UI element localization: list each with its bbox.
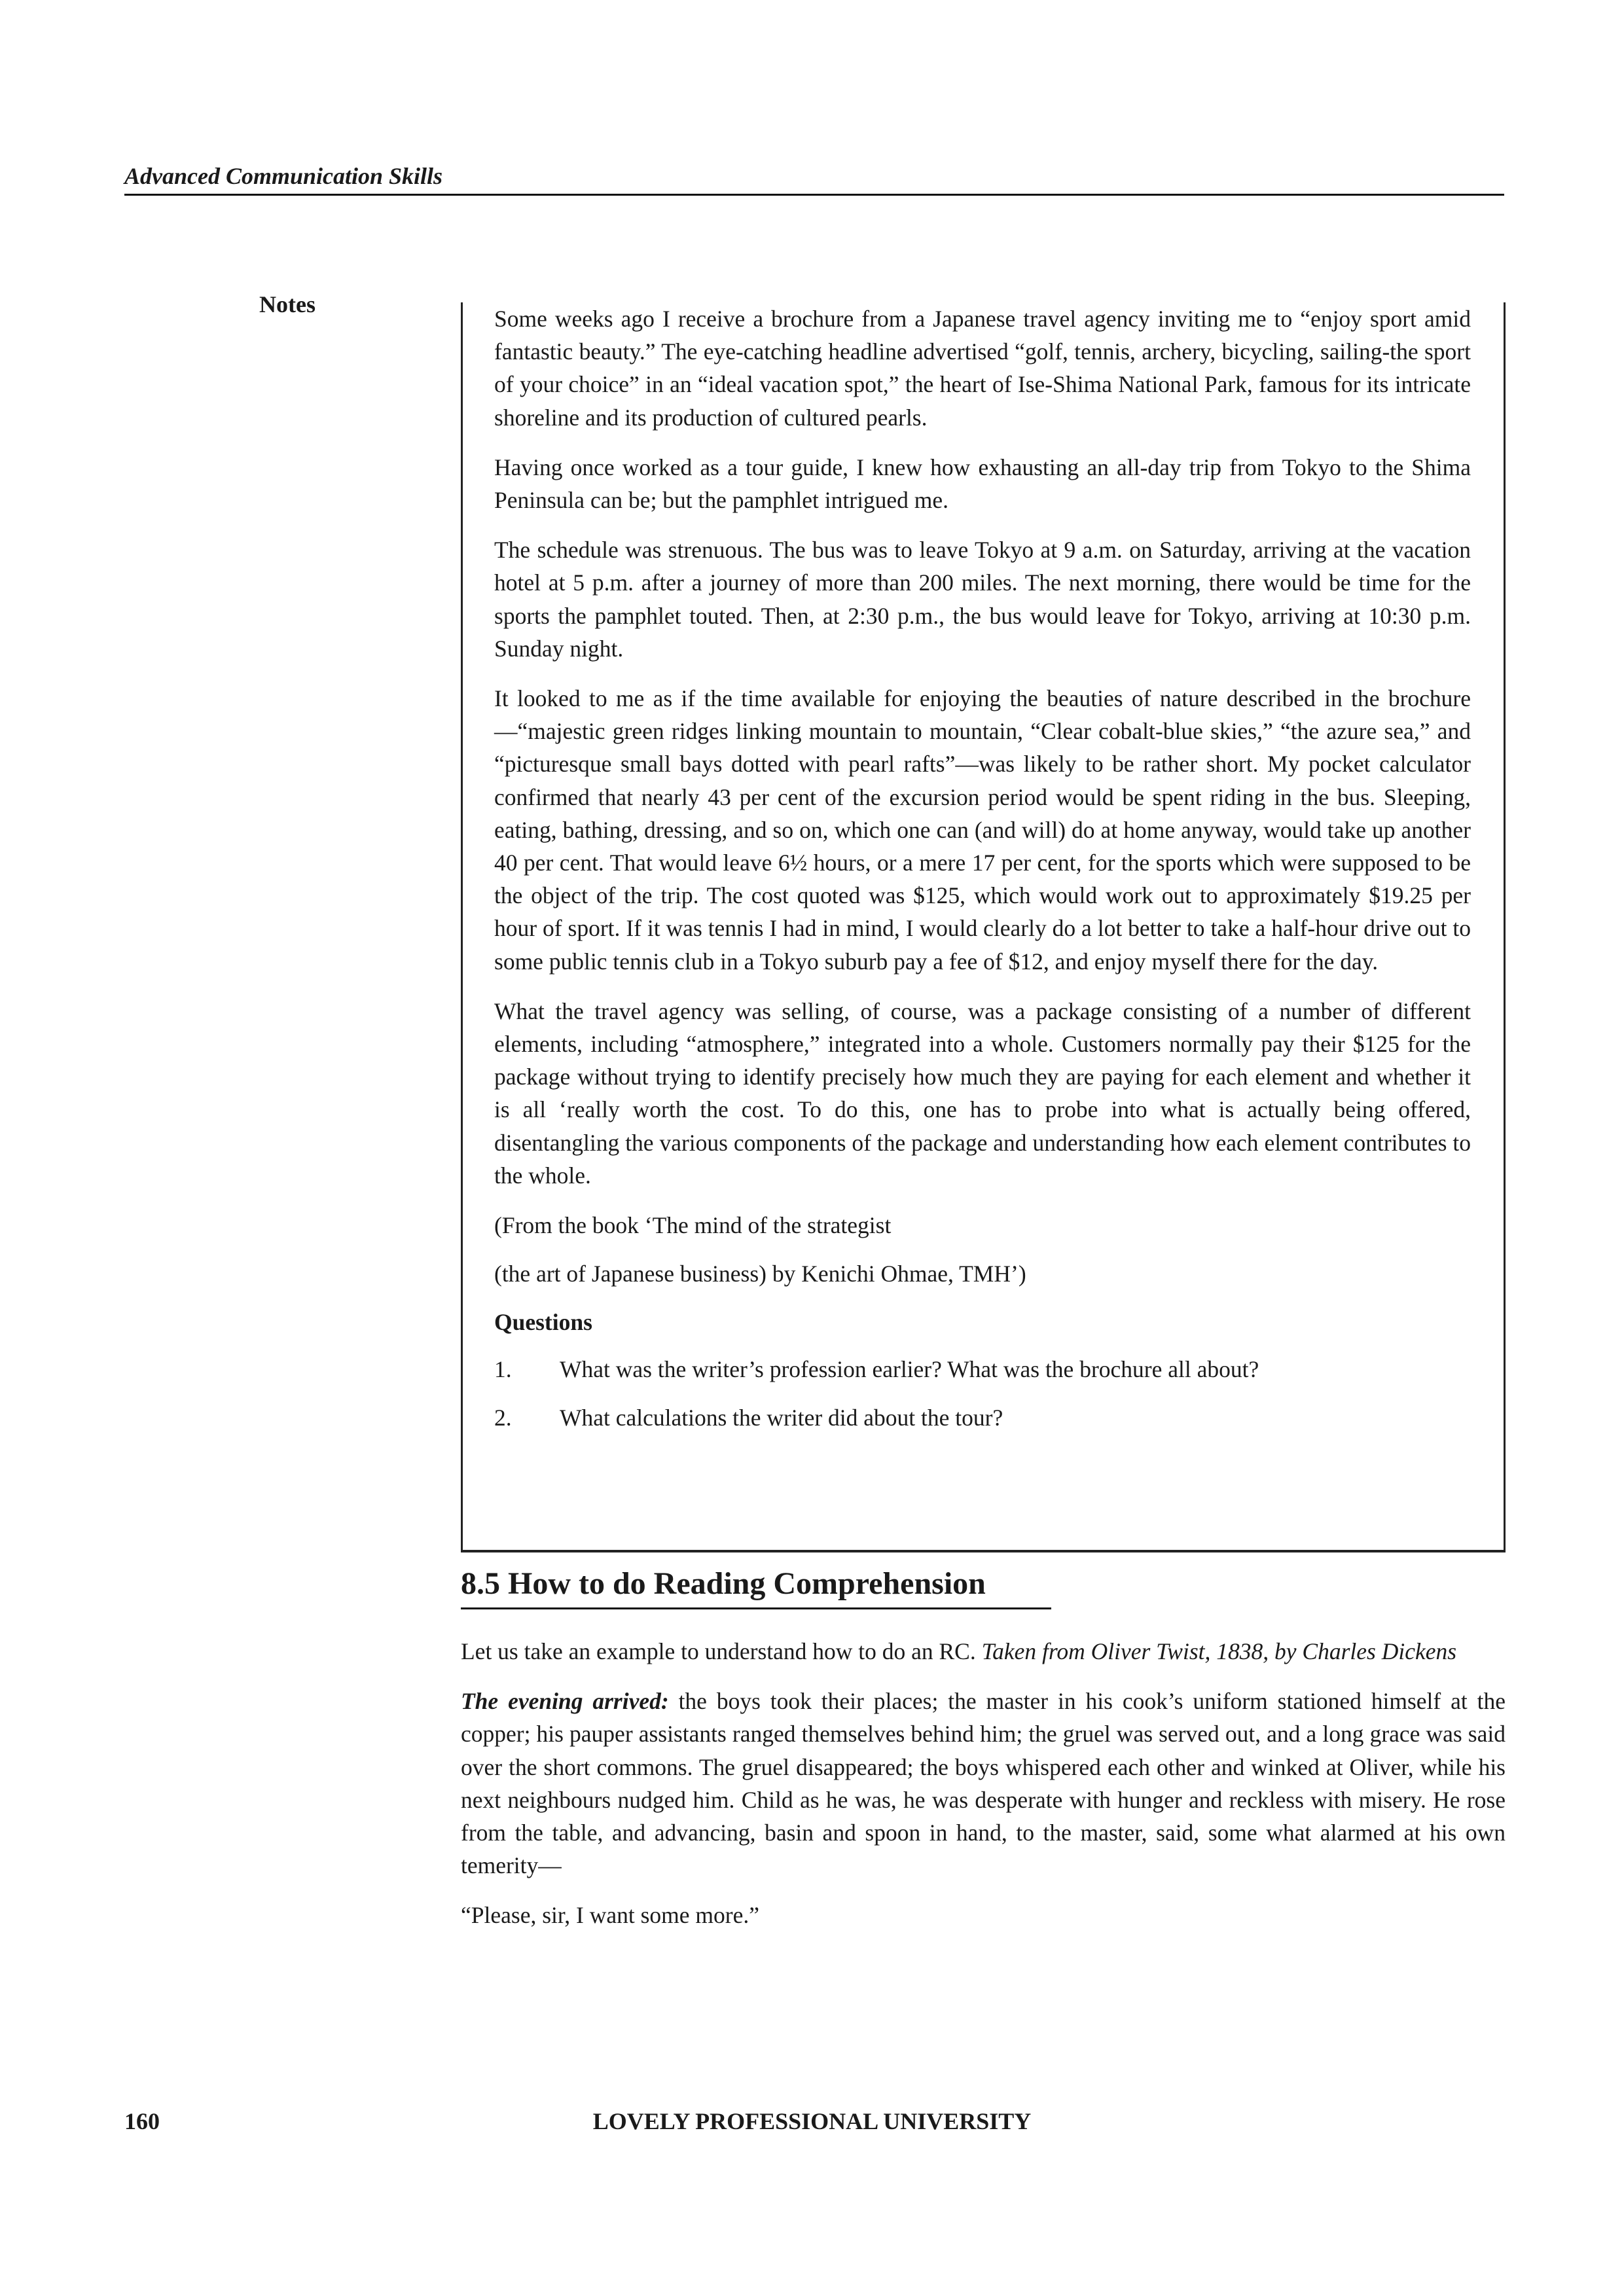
question-item [494, 1353, 1471, 1386]
question-text: What was the writer’s profession earlier? What was the brochure all about? [560, 1356, 1259, 1383]
question-text: What calculations the writer did about the tour? [560, 1405, 1003, 1431]
excerpt-paragraph: What the travel agency was selling, of course, was a package consisting of a number of different elements, including “atmosphere,” integrated into a whole. Customers normally pay their $125 for the package without trying to identify precisely how much they are paying for each element and whether it is all ‘really worth the cost. To do this, one has to probe into what is actually being offered, disentangling the various components of the package and understanding how each element contributes to the whole. [494, 997, 1471, 1189]
page-number: 160 [124, 2108, 160, 2134]
section-heading: 8.5 How to do Reading Comprehension [461, 1566, 986, 1601]
running-header-title: Advanced Communication Skills [124, 163, 443, 189]
passage-lead: The evening arrived: [461, 1688, 669, 1715]
footer-university: LOVELY PROFESSIONAL UNIVERSITY [592, 2108, 1032, 2134]
section-heading-underline [461, 1607, 1051, 1609]
intro-text: Let us take an example to understand how to do an RC. [461, 1638, 982, 1664]
intro-source: Taken from Oliver Twist, 1838, by Charles Dickens [981, 1638, 1457, 1664]
passage-text: the boys took their places; the master in his cook’s uniform stationed himself at the copper; his pauper assistants ranged themselves behind him; the gruel was served out, and a long grace was said over the short commons. The gruel disappeared; the boys whispered each other and winked at Oliver, while his next neighbours nudged him. Child as he was, he was desperate with hunger and reckless with misery. He rose from the table, and advancing, basin and spoon in hand, to the master, said, some what alarmed at his own temerity— [461, 1688, 1506, 1879]
source-citation-line: (the art of Japanese business) by Kenichi Ohmae, TMH’) [494, 1261, 1026, 1287]
header-rule [124, 194, 1504, 196]
passage-paragraph [461, 1685, 1506, 1882]
excerpt-paragraph: Some weeks ago I receive a brochure from a Japanese travel agency inviting me to “enjoy sport amid fantastic beauty.” The eye-catching headline advertised “golf, tennis, archery, bicycling, sailing-the sport of your choice” in an “ideal vacation spot,” the heart of Ise-Shima National Park, famous for its intricate shoreline and its production of cultured pearls. [494, 306, 1471, 431]
excerpt-box-content [494, 302, 1471, 1450]
main-body [461, 1635, 1506, 1949]
notes-margin-label: Notes [259, 291, 316, 317]
question-number: 2. [494, 1405, 512, 1431]
intro-paragraph [461, 1635, 1506, 1668]
excerpt-paragraph: It looked to me as if the time available for enjoying the beauties of nature described in the brochure—“majestic green ridges linking mountain to mountain, “Clear cobalt-blue skies,” “the azure sea,” and “picturesque small bays dotted with pearl rafts”—was likely to be rather short. My pocket calculator confirmed that nearly 43 per cent of the excursion period would be spent riding in the bus. Sleeping, eating, bathing, dressing, and so on, which one can (and will) do at home anyway, would take up another 40 per cent. That would leave 6½ hours, or a mere 17 per cent, for the sports which were supposed to be the object of the trip. The cost quoted was $125, which would work out to approximately $19.25 per hour of sport. If it was tennis I had in mind, I would clearly do a lot better to take a half-hour drive out to some public tennis club in a Tokyo suburb pay a fee of $12, and enjoy myself there for the day. [494, 685, 1471, 975]
excerpt-paragraph: Having once worked as a tour guide, I knew how exhausting an all-day trip from Tokyo to the Shima Peninsula can be; but the pamphlet intrigued me. [494, 454, 1471, 514]
passage-quote: “Please, sir, I want some more.” [461, 1902, 759, 1929]
questions-heading: Questions [494, 1309, 592, 1336]
source-citation-line: (From the book ‘The mind of the strategist [494, 1212, 892, 1239]
question-item [494, 1401, 1471, 1434]
excerpt-paragraph: The schedule was strenuous. The bus was to leave Tokyo at 9 a.m. on Saturday, arriving at the vacation hotel at 5 p.m. after a journey of more than 200 miles. The next morning, there would be time for the sports the pamphlet touted. Then, at 2:30 p.m., the bus would leave for Tokyo, arriving at 10:30 p.m. Sunday night. [494, 537, 1471, 662]
question-number: 1. [494, 1356, 512, 1383]
excerpt-box [461, 302, 1506, 1552]
